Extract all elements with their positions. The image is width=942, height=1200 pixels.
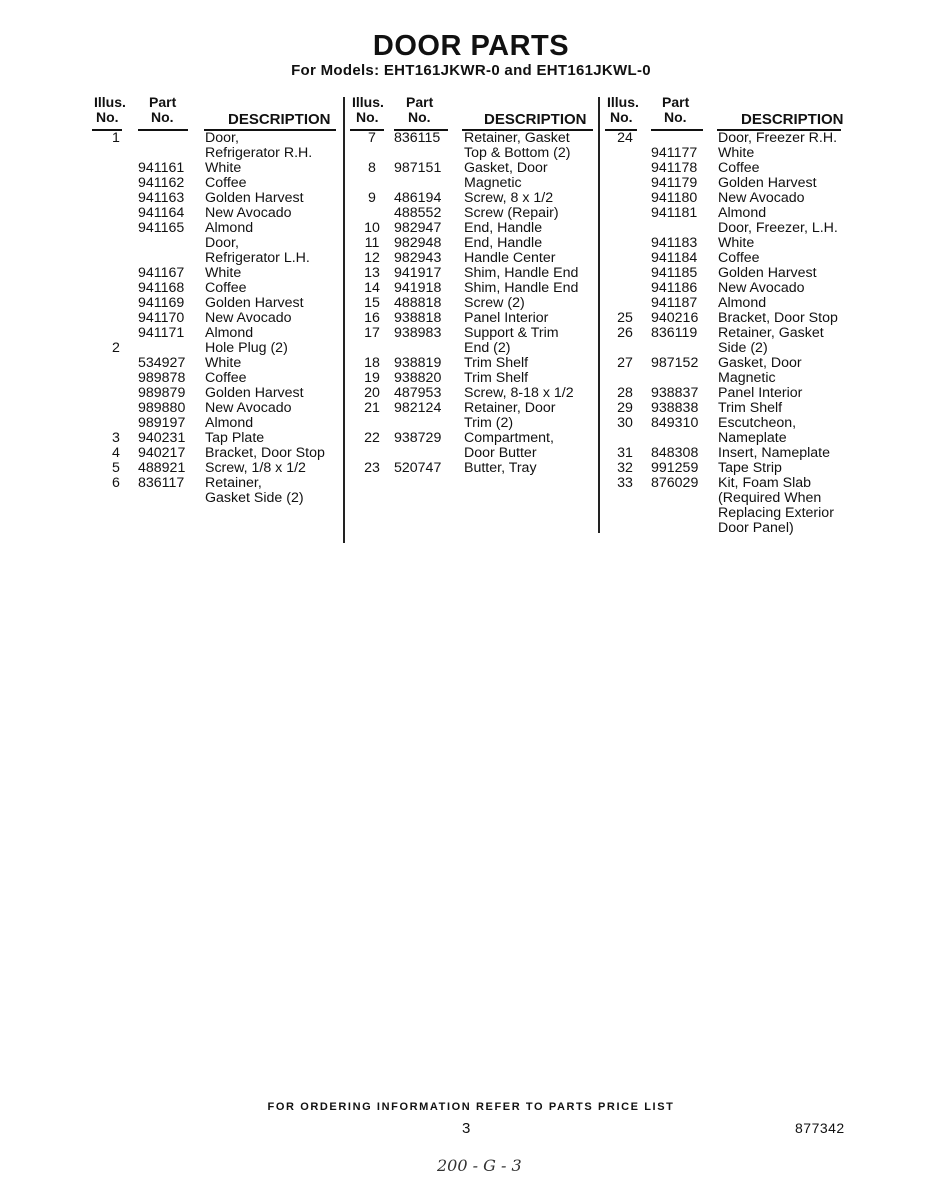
part-number: 941180 (651, 190, 698, 206)
description-header: DESCRIPTION (484, 111, 587, 128)
part-row (92, 191, 337, 206)
part-row (92, 161, 337, 176)
part-number: 989879 (138, 385, 186, 401)
part-row (350, 386, 595, 401)
part-description: Screw, 8 x 1/2 (464, 190, 554, 206)
part-number: 938837 (651, 385, 699, 401)
part-description: Trim Shelf (718, 400, 783, 416)
part-row (92, 386, 337, 401)
part-number: 940216 (651, 310, 699, 326)
part-description: Nameplate (718, 430, 787, 446)
part-number: 488818 (394, 295, 442, 311)
part-description: Almond (205, 325, 254, 341)
part-description: Shim, Handle End (464, 265, 579, 281)
part-number: 941167 (138, 265, 185, 281)
illus-number: 8 (368, 160, 376, 176)
part-description: Door Butter (464, 445, 537, 461)
part-description: Magnetic (718, 370, 776, 386)
part-row (605, 461, 850, 476)
part-description: Golden Harvest (718, 265, 817, 281)
part-header-line1: Part (662, 94, 690, 110)
part-description: Coffee (718, 250, 760, 266)
part-description: Golden Harvest (205, 295, 304, 311)
part-row (605, 131, 850, 146)
part-row (350, 296, 595, 311)
part-description: End, Handle (464, 235, 543, 251)
part-number: 941179 (651, 175, 698, 191)
illus-number: 17 (364, 325, 380, 341)
part-row (350, 401, 595, 416)
part-description: Screw (2) (464, 295, 525, 311)
part-description: New Avocado (205, 310, 292, 326)
part-description: White (205, 160, 242, 176)
part-row (605, 236, 850, 251)
part-description: Gasket, Door (464, 160, 548, 176)
illus-number: 20 (364, 385, 380, 401)
part-row (92, 341, 337, 356)
part-row (350, 446, 595, 461)
part-description: New Avocado (205, 205, 292, 221)
part-number: 940231 (138, 430, 186, 446)
part-row (605, 221, 850, 236)
illus-number: 22 (364, 430, 380, 446)
illus-header-line1: Illus. (94, 94, 126, 110)
description-header: DESCRIPTION (741, 111, 844, 128)
part-row (92, 371, 337, 386)
illus-header-line1: Illus. (607, 94, 639, 110)
part-description: Replacing Exterior (718, 505, 834, 521)
description-header: DESCRIPTION (228, 111, 331, 128)
part-number: 487953 (394, 385, 442, 401)
part-number: 836119 (651, 325, 698, 341)
illus-number: 15 (364, 295, 380, 311)
part-description: Door, (205, 235, 239, 251)
illus-number: 25 (617, 310, 633, 326)
part-row (605, 176, 850, 191)
part-number: 488921 (138, 460, 186, 476)
part-number: 941184 (651, 250, 698, 266)
part-description: Trim Shelf (464, 370, 529, 386)
part-description: Almond (205, 415, 254, 431)
illus-number: 28 (617, 385, 633, 401)
part-number: 941162 (138, 175, 185, 191)
part-description: Retainer, Gasket (464, 130, 570, 146)
illus-number: 31 (617, 445, 633, 461)
part-description: Escutcheon, (718, 415, 797, 431)
part-row (92, 236, 337, 251)
column-header (605, 95, 850, 131)
part-row (605, 476, 850, 491)
illus-number: 1 (112, 130, 120, 146)
part-description: (Required When (718, 490, 822, 506)
column-divider (598, 97, 600, 533)
part-row (350, 161, 595, 176)
part-row (92, 401, 337, 416)
part-row (350, 341, 595, 356)
part-description: New Avocado (718, 190, 805, 206)
part-row (605, 431, 850, 446)
part-number: 938818 (394, 310, 442, 326)
part-description: Coffee (205, 175, 247, 191)
part-number: 941917 (394, 265, 442, 281)
part-row (605, 191, 850, 206)
parts-column-2 (350, 95, 595, 476)
part-number: 941181 (651, 205, 698, 221)
page-title: DOOR PARTS (372, 30, 570, 62)
part-row (605, 161, 850, 176)
part-row (92, 476, 337, 491)
illus-number: 33 (617, 475, 633, 491)
illus-number: 6 (112, 475, 120, 491)
handwritten-note: 200 - G - 3 (437, 1156, 522, 1175)
illus-number: 26 (617, 325, 633, 341)
part-number: 987152 (651, 355, 699, 371)
parts-rows (605, 131, 850, 536)
illus-number: 14 (364, 280, 380, 296)
part-description: Side (2) (718, 340, 768, 356)
part-row (350, 191, 595, 206)
part-row (605, 491, 850, 506)
part-description: Door, Freezer, L.H. (718, 220, 838, 236)
part-number: 941183 (651, 235, 698, 251)
parts-column-3 (605, 95, 850, 536)
part-number: 982124 (394, 400, 442, 416)
part-description: Insert, Nameplate (718, 445, 830, 461)
part-description: Screw, 1/8 x 1/2 (205, 460, 306, 476)
part-number: 989878 (138, 370, 186, 386)
illus-header-line2: No. (356, 109, 379, 125)
part-row (605, 386, 850, 401)
part-row (605, 416, 850, 431)
part-row (605, 446, 850, 461)
part-row (605, 311, 850, 326)
part-description: Tap Plate (205, 430, 265, 446)
part-number: 941186 (651, 280, 698, 296)
part-row (92, 311, 337, 326)
part-row (92, 206, 337, 221)
part-row (92, 131, 337, 146)
part-row (92, 356, 337, 371)
part-row (350, 326, 595, 341)
illus-number: 11 (364, 235, 380, 251)
part-row (350, 251, 595, 266)
part-description: Panel Interior (718, 385, 803, 401)
part-description: Shim, Handle End (464, 280, 579, 296)
part-row (92, 461, 337, 476)
part-description: Golden Harvest (718, 175, 817, 191)
part-description: Support & Trim (464, 325, 559, 341)
part-row (92, 281, 337, 296)
part-number: 940217 (138, 445, 186, 461)
part-row (605, 371, 850, 386)
part-row (350, 146, 595, 161)
part-row (92, 146, 337, 161)
part-number: 982947 (394, 220, 442, 236)
part-description: Bracket, Door Stop (718, 310, 838, 326)
part-row (92, 416, 337, 431)
part-description: Gasket Side (2) (205, 490, 304, 506)
part-row (350, 431, 595, 446)
part-description: Refrigerator L.H. (205, 250, 310, 266)
part-description: White (205, 265, 242, 281)
part-row (350, 206, 595, 221)
part-header-line1: Part (149, 94, 177, 110)
part-description: Butter, Tray (464, 460, 537, 476)
part-row (92, 266, 337, 281)
part-row (605, 206, 850, 221)
models-subtitle: For Models: EHT161JKWR-0 and EHT161JKWL-0 (291, 62, 651, 79)
part-row (92, 296, 337, 311)
part-row (605, 146, 850, 161)
part-description: Trim Shelf (464, 355, 529, 371)
part-number: 941171 (138, 325, 185, 341)
part-description: New Avocado (205, 400, 292, 416)
part-description: Coffee (205, 370, 247, 386)
part-number: 938983 (394, 325, 442, 341)
illus-number: 16 (364, 310, 380, 326)
part-number: 848308 (651, 445, 699, 461)
part-description: Retainer, (205, 475, 262, 491)
part-row (350, 356, 595, 371)
part-description: Door, Freezer R.H. (718, 130, 838, 146)
part-description: Hole Plug (2) (205, 340, 288, 356)
part-description: Kit, Foam Slab (718, 475, 812, 491)
part-description: Almond (718, 295, 767, 311)
illus-number: 23 (364, 460, 380, 476)
part-description: Coffee (205, 280, 247, 296)
part-row (92, 221, 337, 236)
page-number: 3 (462, 1120, 471, 1137)
part-number: 982943 (394, 250, 442, 266)
illus-header-line1: Illus. (352, 94, 384, 110)
illus-number: 29 (617, 400, 633, 416)
part-number: 941185 (651, 265, 698, 281)
illus-number: 10 (364, 220, 380, 236)
part-row (605, 356, 850, 371)
part-description: White (205, 355, 242, 371)
part-row (350, 176, 595, 191)
part-row (350, 266, 595, 281)
part-number: 941187 (651, 295, 698, 311)
parts-rows (350, 131, 595, 476)
part-row (350, 371, 595, 386)
part-description: End (2) (464, 340, 511, 356)
part-header-line2: No. (664, 109, 687, 125)
part-description: Door Panel) (718, 520, 794, 536)
part-row (605, 296, 850, 311)
part-number: 486194 (394, 190, 442, 206)
part-number: 982948 (394, 235, 442, 251)
part-number: 989880 (138, 400, 186, 416)
part-number: 849310 (651, 415, 699, 431)
part-number: 520747 (394, 460, 442, 476)
part-header-line2: No. (151, 109, 174, 125)
illus-number: 7 (368, 130, 376, 146)
part-number: 941177 (651, 145, 698, 161)
part-row (92, 251, 337, 266)
part-row (605, 341, 850, 356)
illus-number: 21 (364, 400, 380, 416)
illus-header-line2: No. (610, 109, 633, 125)
part-description: Bracket, Door Stop (205, 445, 325, 461)
part-row (605, 251, 850, 266)
part-description: Handle Center (464, 250, 556, 266)
part-number: 941165 (138, 220, 185, 236)
part-number: 938820 (394, 370, 442, 386)
part-row (605, 506, 850, 521)
part-row (350, 416, 595, 431)
part-number: 938819 (394, 355, 442, 371)
illus-number: 9 (368, 190, 376, 206)
part-row (605, 281, 850, 296)
part-row (350, 461, 595, 476)
part-number: 836117 (138, 475, 185, 491)
part-row (92, 176, 337, 191)
ordering-note: FOR ORDERING INFORMATION REFER TO PARTS PRICE LIST (267, 1101, 675, 1113)
part-number: 836115 (394, 130, 441, 146)
parts-column-1 (92, 95, 337, 506)
illus-number: 4 (112, 445, 120, 461)
part-description: Screw (Repair) (464, 205, 559, 221)
illus-number: 24 (617, 130, 633, 146)
part-description: Screw, 8-18 x 1/2 (464, 385, 574, 401)
illus-number: 12 (364, 250, 380, 266)
part-description: Top & Bottom (2) (464, 145, 571, 161)
part-row (350, 236, 595, 251)
part-number: 991259 (651, 460, 699, 476)
part-number: 941168 (138, 280, 185, 296)
part-description: Refrigerator R.H. (205, 145, 313, 161)
illus-number: 3 (112, 430, 120, 446)
part-number: 941164 (138, 205, 185, 221)
part-number: 941918 (394, 280, 442, 296)
illus-number: 18 (364, 355, 380, 371)
part-row (92, 431, 337, 446)
column-header (350, 95, 595, 131)
illus-number: 27 (617, 355, 633, 371)
part-header-line1: Part (406, 94, 434, 110)
parts-rows (92, 131, 337, 506)
part-description: New Avocado (718, 280, 805, 296)
part-description: Almond (205, 220, 254, 236)
part-description: Gasket, Door (718, 355, 802, 371)
part-number: 941170 (138, 310, 185, 326)
part-number: 876029 (651, 475, 699, 491)
part-number: 987151 (394, 160, 442, 176)
part-number: 941163 (138, 190, 185, 206)
part-description: Magnetic (464, 175, 522, 191)
part-description: White (718, 145, 755, 161)
part-number: 534927 (138, 355, 186, 371)
column-divider (343, 97, 345, 543)
part-description: Golden Harvest (205, 385, 304, 401)
part-description: Tape Strip (718, 460, 782, 476)
part-number: 938838 (651, 400, 699, 416)
part-description: White (718, 235, 755, 251)
part-description: Compartment, (464, 430, 554, 446)
illus-number: 5 (112, 460, 120, 476)
illus-number: 13 (364, 265, 380, 281)
part-number: 941169 (138, 295, 185, 311)
part-row (605, 326, 850, 341)
illus-number: 30 (617, 415, 633, 431)
document-number: 877342 (795, 1120, 845, 1136)
part-description: Trim (2) (464, 415, 514, 431)
column-header (92, 95, 337, 131)
part-description: Retainer, Gasket (718, 325, 824, 341)
part-description: Door, (205, 130, 239, 146)
part-description: End, Handle (464, 220, 543, 236)
part-description: Almond (718, 205, 767, 221)
illus-number: 2 (112, 340, 120, 356)
illus-number: 19 (364, 370, 380, 386)
part-row (350, 131, 595, 146)
part-row (92, 326, 337, 341)
part-number: 488552 (394, 205, 442, 221)
part-row (350, 281, 595, 296)
part-number: 941178 (651, 160, 698, 176)
illus-header-line2: No. (96, 109, 119, 125)
part-description: Retainer, Door (464, 400, 556, 416)
part-row (605, 401, 850, 416)
part-description: Golden Harvest (205, 190, 304, 206)
part-header-line2: No. (408, 109, 431, 125)
part-description: Coffee (718, 160, 760, 176)
part-number: 989197 (138, 415, 186, 431)
part-row (350, 221, 595, 236)
part-description: Panel Interior (464, 310, 549, 326)
part-row (350, 311, 595, 326)
part-row (92, 491, 337, 506)
part-row (92, 446, 337, 461)
part-row (605, 521, 850, 536)
part-number: 938729 (394, 430, 442, 446)
part-row (605, 266, 850, 281)
part-number: 941161 (138, 160, 185, 176)
illus-number: 32 (617, 460, 633, 476)
